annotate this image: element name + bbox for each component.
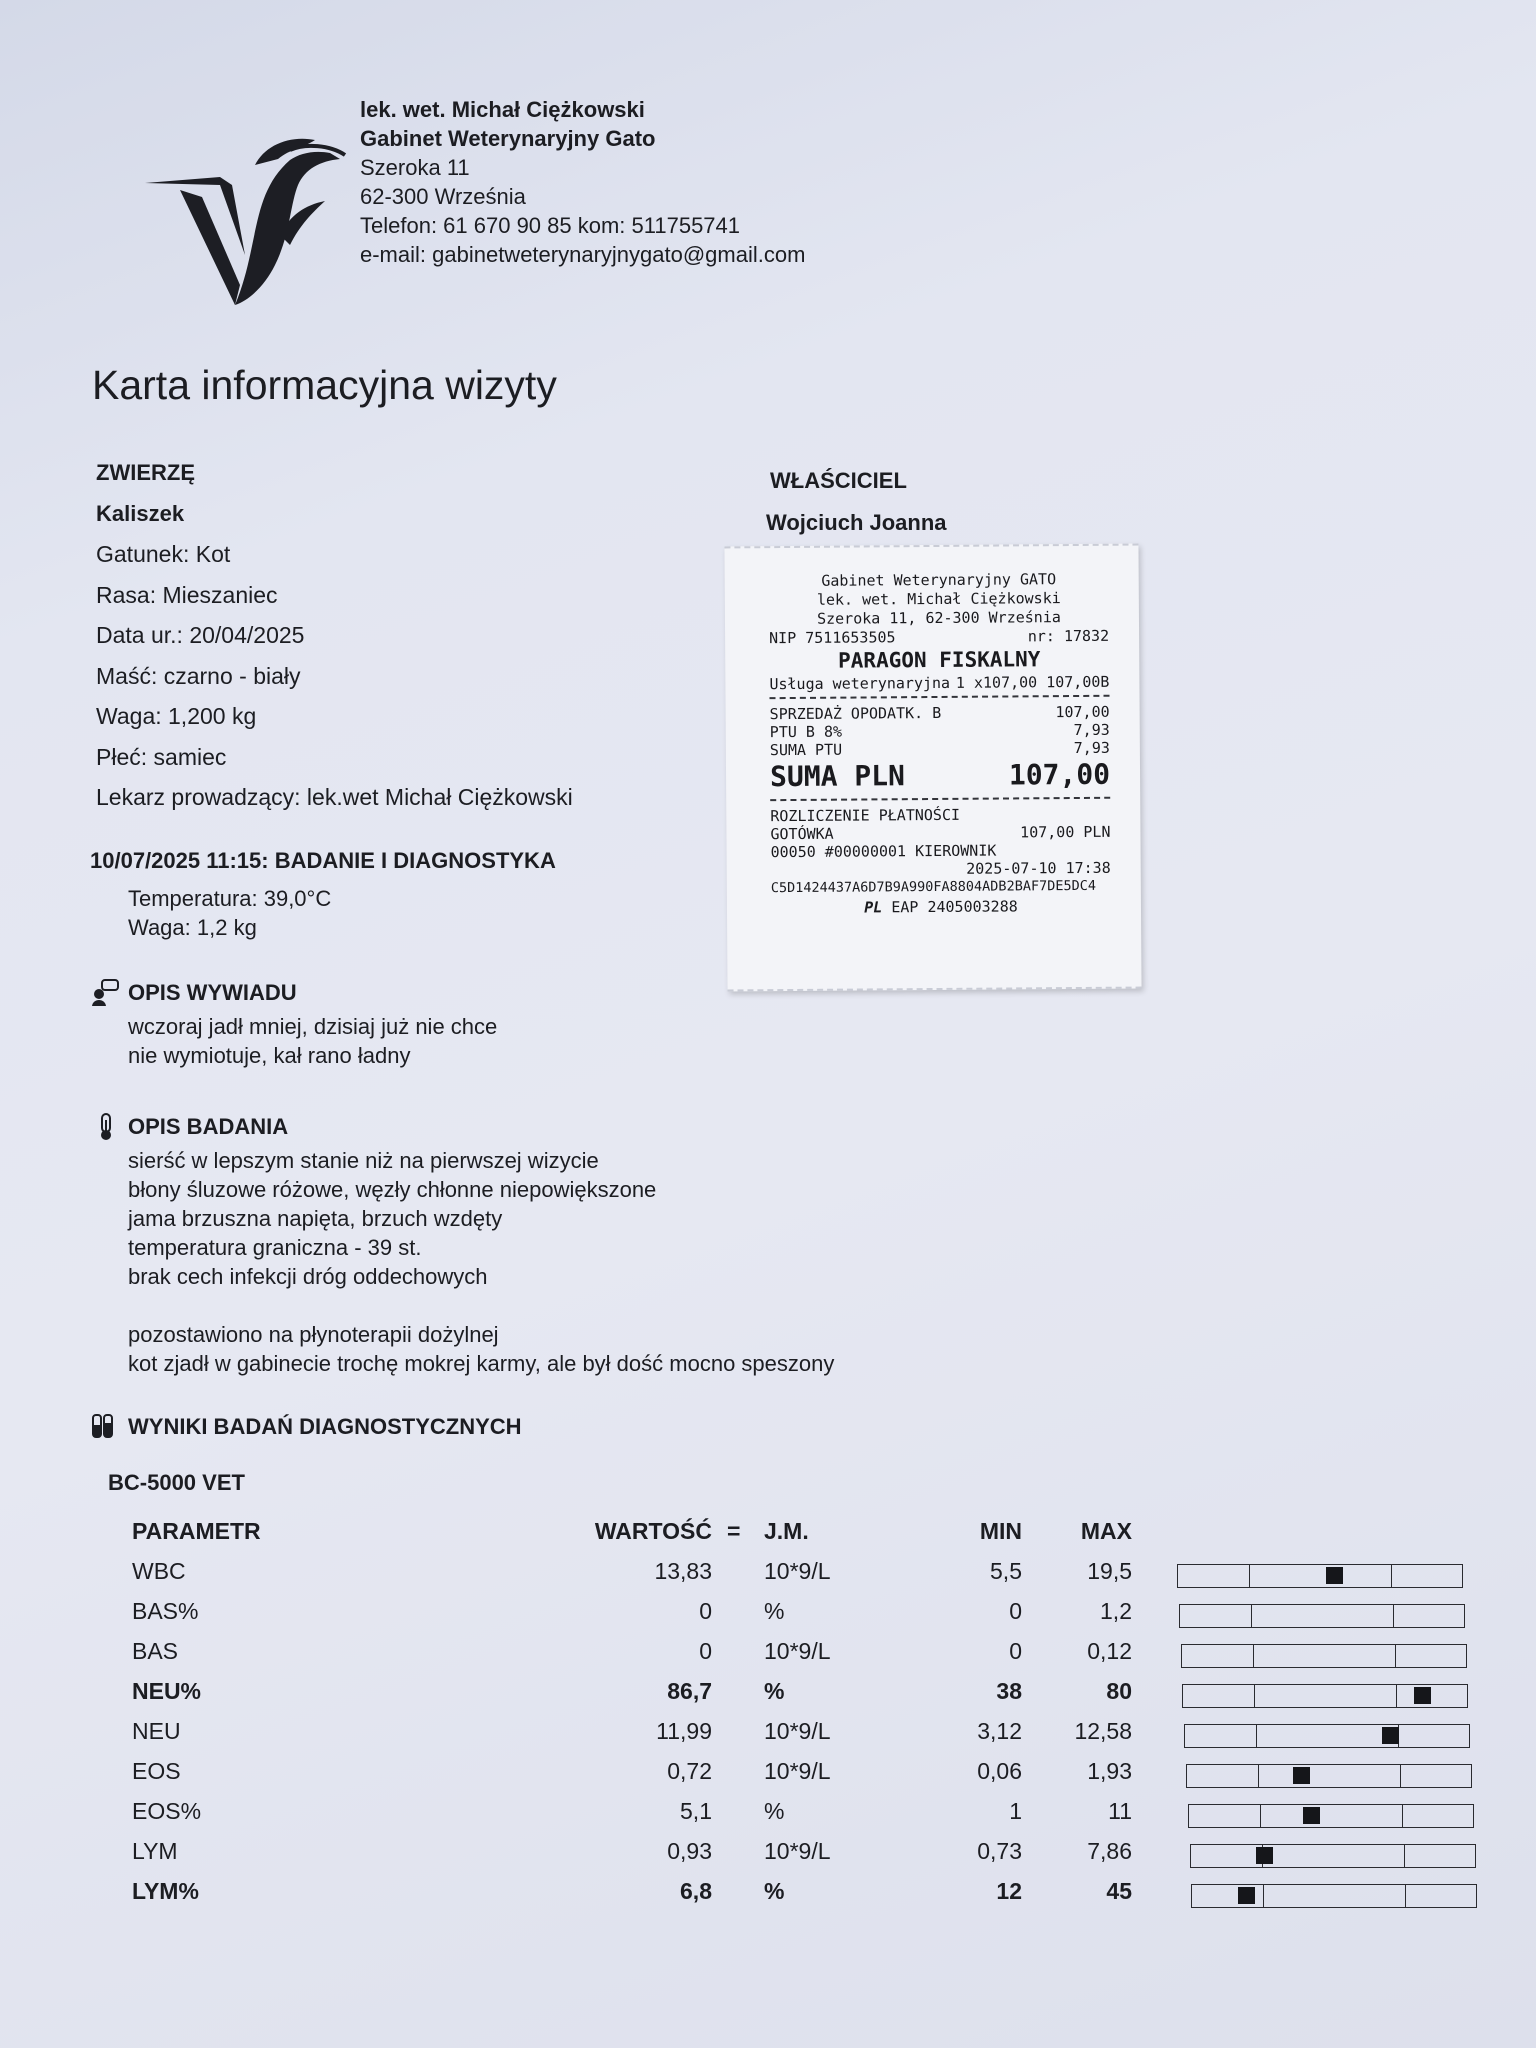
header-unit: J.M.: [764, 1518, 809, 1544]
range-marker: [1303, 1807, 1320, 1824]
result-max: 1,2: [1100, 1598, 1132, 1624]
result-value: 0,72: [667, 1758, 712, 1784]
result-min: 5,5: [990, 1558, 1022, 1584]
receipt-hash: C5D1424437A6D7B9A990FA8804ADB2BAF7DE5DC4: [770, 877, 1096, 897]
animal-birth: Data ur.: 20/04/2025: [96, 622, 305, 648]
result-unit: 10*9/L: [764, 1718, 831, 1744]
receipt-sale-value: 107,00: [1055, 702, 1110, 722]
owner-name: Wojciuch Joanna: [766, 510, 947, 535]
result-param: LYM: [132, 1838, 178, 1864]
result-param: LYM%: [132, 1878, 199, 1904]
receipt-sum-ptu-value: 7,93: [1073, 738, 1110, 758]
results-section-heading: [90, 1413, 522, 1441]
exam-heading: OPIS BADANIA: [128, 1114, 289, 1139]
result-value: 13,83: [654, 1558, 712, 1584]
result-param: WBC: [132, 1558, 186, 1584]
result-param: BAS: [132, 1638, 179, 1664]
result-max: 80: [1106, 1678, 1132, 1704]
range-bar: [1179, 1604, 1465, 1628]
animal-sex: Płeć: samiec: [96, 743, 227, 770]
owner-section: [766, 468, 947, 536]
receipt-cash-label: GOTÓWKA: [770, 824, 834, 844]
exam-line: pozostawiono na płynoterapii dożylnej: [128, 1322, 499, 1347]
result-value: 6,8: [680, 1878, 712, 1904]
receipt-sum-value: 107,00: [1008, 757, 1111, 792]
range-bar: [1188, 1804, 1474, 1828]
range-marker: [1326, 1567, 1343, 1584]
result-max: 11: [1108, 1798, 1132, 1824]
range-bar: [1182, 1684, 1468, 1708]
result-max: 45: [1106, 1878, 1132, 1904]
result-min: 0: [1009, 1598, 1022, 1624]
receipt-sum-ptu-label: SUMA PTU: [769, 740, 843, 760]
thermometer-icon: [90, 1112, 122, 1142]
receipt-cashier: 00050 #00000001 KIEROWNIK: [770, 841, 997, 862]
visit-heading: 10/07/2025 11:15: BADANIE I DIAGNOSTYKA: [90, 848, 556, 873]
receipt-shop: Gabinet Weterynaryjny GATO: [821, 570, 1057, 590]
receipt-owner: lek. wet. Michał Ciężkowski: [816, 589, 1061, 609]
result-value: 0: [699, 1598, 712, 1624]
fiscal-receipt: [724, 544, 1141, 992]
range-marker: [1238, 1887, 1255, 1904]
header-param: PARAMETR: [132, 1518, 261, 1544]
exam-line: jama brzuszna napięta, brzuch wzdęty: [128, 1206, 503, 1231]
receipt-nip: NIP 7511653505: [769, 628, 896, 648]
animal-name: Kaliszek: [96, 500, 185, 526]
receipt-item: Usługa weterynaryjna: [769, 673, 951, 694]
clinic-street: Szeroka 11: [360, 155, 470, 180]
range-marker: [1382, 1727, 1399, 1744]
result-unit: 10*9/L: [764, 1558, 831, 1584]
owner-heading: WŁAŚCICIEL: [770, 468, 907, 493]
result-unit: %: [764, 1878, 785, 1904]
result-value: 0,93: [667, 1838, 712, 1864]
range-bar: [1184, 1724, 1470, 1748]
result-max: 7,86: [1087, 1838, 1132, 1864]
range-marker: [1256, 1847, 1273, 1864]
range-bar: [1177, 1564, 1463, 1588]
result-unit: 10*9/L: [764, 1758, 831, 1784]
receipt-nr: nr: 17832: [1027, 626, 1110, 646]
animal-species: Gatunek: Kot: [96, 541, 231, 567]
result-value: 86,7: [667, 1678, 712, 1704]
clinic-city: 62-300 Września: [360, 184, 526, 209]
result-param: EOS: [132, 1758, 181, 1784]
clinic-header: [360, 95, 805, 269]
visit-weight: Waga: 1,2 kg: [128, 915, 257, 940]
header-max: MAX: [1080, 1518, 1132, 1544]
receipt-datetime: 2025-07-10 17:38: [966, 858, 1111, 878]
exam-line: temperatura graniczna - 39 st.: [128, 1235, 422, 1260]
result-unit: %: [764, 1678, 785, 1704]
animal-color: Maść: czarno - biały: [96, 662, 301, 689]
interview-heading: OPIS WYWIADU: [128, 980, 297, 1005]
result-param: NEU: [132, 1718, 181, 1744]
range-bar: [1191, 1884, 1477, 1908]
animal-breed: Rasa: Mieszaniec: [96, 581, 278, 608]
interview-line: wczoraj jadł mniej, dzisiaj już nie chce: [128, 1014, 498, 1039]
result-param: BAS%: [132, 1598, 199, 1624]
receipt-eap: EAP 2405003288: [891, 897, 1018, 917]
header-value: WARTOŚĆ: [594, 1518, 712, 1544]
result-unit: 10*9/L: [764, 1638, 831, 1664]
result-min: 3,12: [977, 1718, 1022, 1744]
result-value: 5,1: [680, 1798, 712, 1824]
result-min: 1: [1009, 1798, 1022, 1824]
receipt-title: PARAGON FISKALNY: [838, 647, 1041, 673]
result-unit: %: [764, 1598, 785, 1624]
fiscal-logo-icon: PL: [864, 898, 883, 917]
range-bar: [1181, 1644, 1467, 1668]
result-max: 1,93: [1087, 1758, 1132, 1784]
result-unit: %: [764, 1798, 785, 1824]
document-title: Karta informacyjna wizyty: [92, 362, 557, 408]
interview-section: [90, 978, 497, 1070]
device-name: BC-5000 VET: [108, 1470, 245, 1495]
test-tubes-icon: [90, 1413, 124, 1441]
clinic-phone: Telefon: 61 670 90 85 kom: 511755741: [360, 213, 741, 238]
result-min: 0,73: [977, 1838, 1022, 1864]
range-marker: [1414, 1687, 1431, 1704]
result-min: 0,06: [977, 1758, 1022, 1784]
result-param: NEU%: [132, 1678, 202, 1704]
receipt-item-price: 1 x107,00 107,00B: [955, 672, 1110, 692]
result-unit: 10*9/L: [764, 1838, 831, 1864]
exam-line: kot zjadł w gabinecie trochę mokrej karmy, ale był dość mocno speszony: [128, 1351, 835, 1376]
animal-vet: Lekarz prowadzący: lek.wet Michał Ciężkowski: [96, 784, 573, 810]
interview-icon: [90, 978, 122, 1008]
receipt-sum-label: SUMA PLN: [769, 759, 906, 794]
result-value: 11,99: [656, 1718, 712, 1744]
receipt-address: Szeroka 11, 62-300 Września: [816, 608, 1061, 628]
clinic-logo: [140, 125, 350, 315]
header-min: MIN: [979, 1518, 1022, 1544]
interview-line: nie wymiotuje, kał rano ładny: [128, 1043, 411, 1068]
header-eq: =: [727, 1518, 741, 1544]
visit-section: [90, 848, 556, 942]
receipt-payment-label: ROZLICZENIE PŁATNOŚCI: [770, 805, 961, 826]
range-bar: [1190, 1844, 1476, 1868]
results-heading: WYNIKI BADAŃ DIAGNOSTYCZNYCH: [128, 1414, 522, 1439]
clinic-doctor: lek. wet. Michał Ciężkowski: [360, 97, 645, 122]
receipt-ptu-value: 7,93: [1073, 720, 1110, 740]
result-max: 0,12: [1087, 1638, 1132, 1664]
animal-heading: ZWIERZĘ: [96, 460, 195, 485]
clinic-email: e-mail: gabinetweterynaryjnygato@gmail.com: [360, 242, 806, 267]
range-bar: [1186, 1764, 1472, 1788]
result-max: 12,58: [1074, 1718, 1132, 1744]
exam-section: [90, 1112, 834, 1378]
result-param: EOS%: [132, 1798, 202, 1824]
animal-weight: Waga: 1,200 kg: [96, 703, 257, 729]
receipt-cash-value: 107,00 PLN: [1020, 822, 1111, 842]
result-min: 0: [1009, 1638, 1022, 1664]
exam-line: sierść w lepszym stanie niż na pierwszej wizycie: [128, 1148, 599, 1173]
result-max: 19,5: [1087, 1558, 1132, 1584]
result-value: 0: [699, 1638, 712, 1664]
result-min: 12: [996, 1878, 1022, 1904]
receipt-sale-label: SPRZEDAŻ OPODATK. B: [769, 703, 942, 724]
exam-line: brak cech infekcji dróg oddechowych: [128, 1264, 488, 1289]
exam-line: błony śluzowe różowe, węzły chłonne niepowiększone: [128, 1177, 657, 1202]
result-min: 38: [996, 1678, 1022, 1704]
receipt-ptu-label: PTU B 8%: [769, 722, 843, 742]
visit-temperature: Temperatura: 39,0°C: [128, 886, 332, 911]
clinic-name: Gabinet Weterynaryjny Gato: [360, 126, 656, 151]
range-marker: [1293, 1767, 1310, 1784]
animal-section: [96, 460, 573, 825]
